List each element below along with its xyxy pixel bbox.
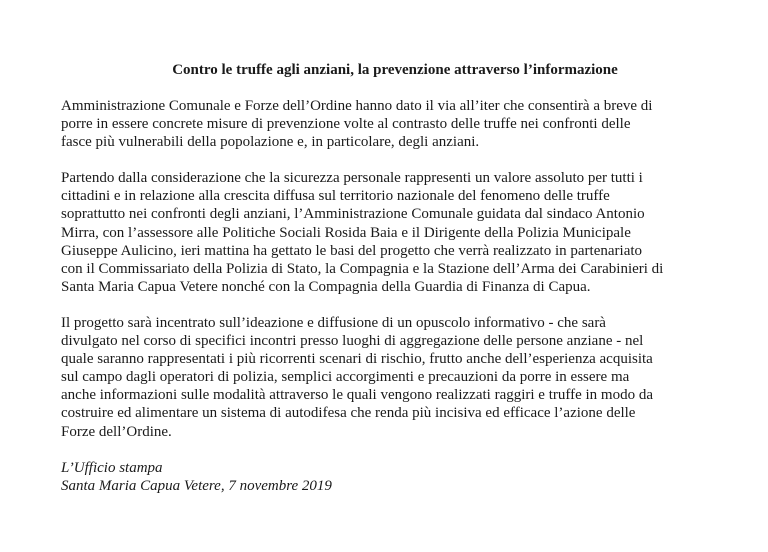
press-release	[61, 61, 717, 495]
signature-place-date: Santa Maria Capua Vetere, 7 novembre 2019	[61, 477, 332, 494]
signature-block	[61, 459, 717, 495]
paragraph-project-details: Il progetto sarà incentrato sull’ideazione e diffusione di un opuscolo informativo - che sarà divulgato nel corso di specifici incontri presso luoghi di aggregazione delle persone anziane - nel quale saranno rappresentati i più ricorrenti scenari di rischio, frutto anche dell’esperienza acquisita sul campo dagli operatori di polizia, semplici accorgimenti e precauzioni da porre in essere ma anche informazioni sulle modalità attraverso le quali vengono realizzati raggiri e truffe in modo da costruire ed alimentare un sistema di autodifesa che renda più incisiva ed efficace l’azione delle Forze dell’Ordine.	[61, 314, 654, 440]
page-title: Contro le truffe agli anziani, la prevenzione attraverso l’informazione	[172, 62, 618, 78]
paragraph-project-partners: Partendo dalla considerazione che la sicurezza personale rappresenti un valore assoluto per tutti i cittadini e in relazione alla crescita diffusa sul territorio nazionale del fenomeno delle truffe soprattutto nei confronti degli anziani, l’Amministrazione Comunale guidata dal sindaco Antonio Mirra, con l’assessore alle Politiche Sociali Rosida Baia e il Dirigente della Polizia Municipale Giuseppe Aulicino, ieri mattina ha gettato le basi del progetto che verrà realizzato in partenariato con il Commissariato della Polizia di Stato, la Compagnia e la Stazione dell’Arma dei Carabinieri di Santa Maria Capua Vetere nonché con la Compagnia della Guardia di Finanza di Capua.	[61, 170, 664, 295]
paragraph-intro: Amministrazione Comunale e Forze dell’Ordine hanno dato il via all’iter che consentirà a breve di porre in essere concrete misure di prevenzione volte al contrasto delle truffe nei confronti delle fasce più vulnerabili della popolazione e, in particolare, degli anziani.	[61, 98, 653, 151]
signature-office: L’Ufficio stampa	[61, 459, 163, 476]
